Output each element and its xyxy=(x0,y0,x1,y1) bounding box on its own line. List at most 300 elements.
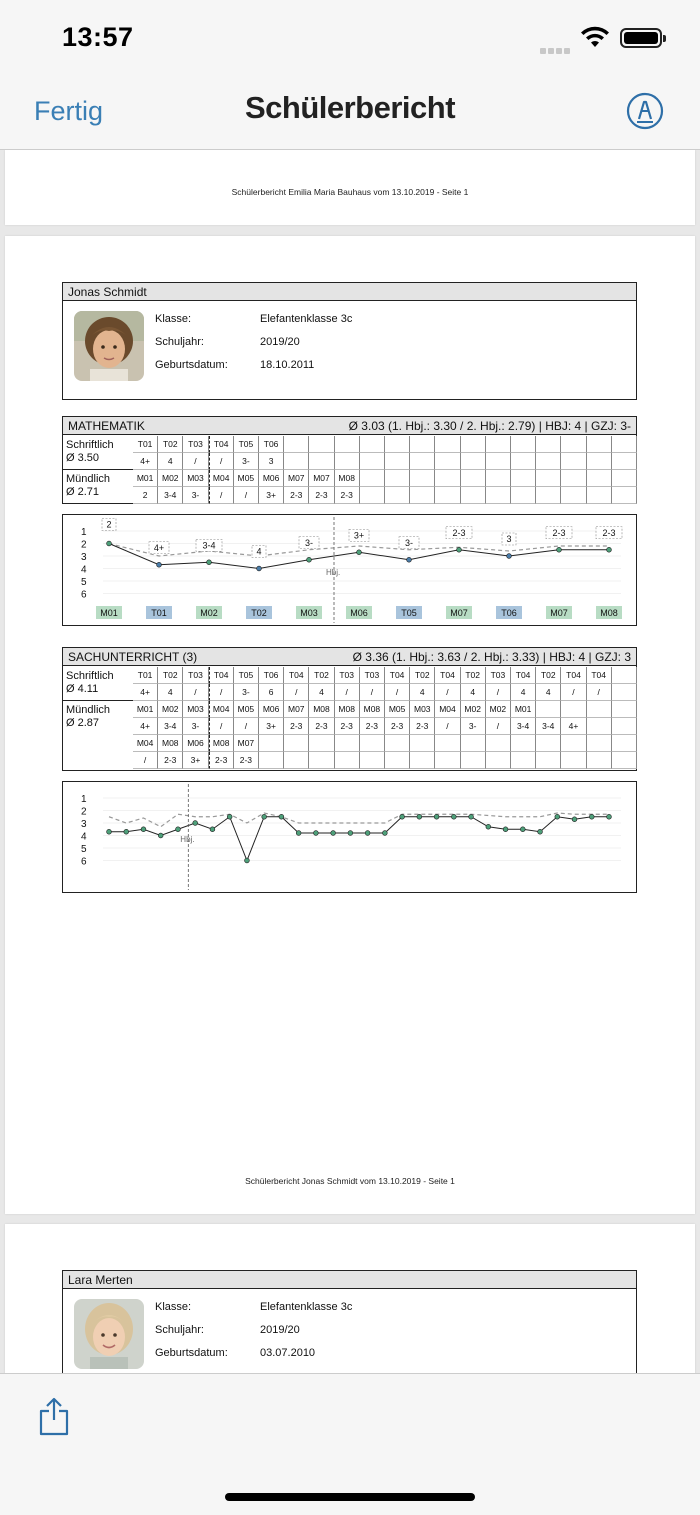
written-grade-cell: / xyxy=(587,684,612,701)
oral-head-cell: M05 xyxy=(234,470,259,487)
oral-grade-cell: / xyxy=(435,718,460,735)
written-grade-cell: / xyxy=(335,684,360,701)
data-point xyxy=(262,814,267,819)
oral-head-cell xyxy=(410,735,435,752)
category-label: M07 xyxy=(450,608,468,618)
oral-head-cell xyxy=(486,735,511,752)
data-point xyxy=(124,829,129,834)
data-point xyxy=(607,814,612,819)
written-head-cell: T02 xyxy=(309,667,334,684)
written-head-cell: T03 xyxy=(183,436,208,453)
written-grade-cell: / xyxy=(183,684,208,701)
written-grade-cell: 3 xyxy=(259,453,284,470)
written-grade-cell: / xyxy=(209,684,234,701)
math-chart xyxy=(62,514,637,626)
oral-head-cell: M02 xyxy=(158,470,183,487)
data-point xyxy=(520,827,525,832)
category-label: M01 xyxy=(100,608,118,618)
klasse-value: Elefantenklasse 3c xyxy=(260,313,353,325)
oral-head-cell: M02 xyxy=(158,701,183,718)
oral-head-cell: M04 xyxy=(209,701,234,718)
category-label: M02 xyxy=(200,608,218,618)
math-line-chart xyxy=(63,515,635,624)
oral-grade-cell xyxy=(511,487,536,504)
subject-title: SACHUNTERRICHT (3) xyxy=(68,650,198,664)
sach-grade-table xyxy=(62,647,637,771)
oral-grade-cell xyxy=(486,487,511,504)
written-head-cell xyxy=(360,436,385,453)
data-point xyxy=(555,814,560,819)
data-label: 3+ xyxy=(353,530,365,541)
oral-head-cell: M08 xyxy=(158,735,183,752)
data-label: 3- xyxy=(304,537,314,548)
oral-head-cell xyxy=(410,470,435,487)
oral-grade-cell: 3+ xyxy=(183,752,208,769)
oral-head-cell: M08 xyxy=(335,701,360,718)
data-label: 3-4 xyxy=(202,540,216,551)
written-head-cell xyxy=(561,436,586,453)
oral-grade-cell xyxy=(461,487,486,504)
oral-grade-cell: 2-3 xyxy=(284,718,309,735)
half-year-label: Hbj. xyxy=(326,568,341,577)
oral-grade-cell xyxy=(561,487,586,504)
oral-grade-cell xyxy=(435,487,460,504)
written-head-cell xyxy=(385,436,410,453)
written-label: Schriftlich Ø 3.50 xyxy=(66,439,114,464)
written-head-cell: T01 xyxy=(133,436,158,453)
geburt-value: 18.10.2011 xyxy=(260,359,315,371)
oral-grade-cell: 2 xyxy=(133,487,158,504)
written-head-cell: T04 xyxy=(209,667,234,684)
oral-grade-cell: 3-4 xyxy=(511,718,536,735)
written-head-cell: T02 xyxy=(461,667,486,684)
schuljahr-value: 2019/20 xyxy=(260,1324,300,1336)
data-label: 2-3 xyxy=(602,527,616,538)
written-grade-cell xyxy=(335,453,360,470)
oral-grade-cell xyxy=(309,752,334,769)
oral-head-cell xyxy=(385,735,410,752)
data-point xyxy=(157,562,162,567)
written-head-cell: T04 xyxy=(385,667,410,684)
data-label: 4+ xyxy=(153,542,165,553)
category-label: M07 xyxy=(550,608,568,618)
oral-label: Mündlich Ø 2.71 xyxy=(66,473,111,498)
oral-head-cell xyxy=(536,470,561,487)
oral-head-cell: M07 xyxy=(284,701,309,718)
oral-head-cell xyxy=(561,470,586,487)
y-tick-label: 5 xyxy=(81,577,87,588)
student-info xyxy=(155,313,455,382)
written-head-cell: T02 xyxy=(158,667,183,684)
category-label: T06 xyxy=(501,608,517,618)
written-grade-cell: 4 xyxy=(158,453,183,470)
written-grade-cell xyxy=(385,453,410,470)
oral-head-cell xyxy=(259,735,284,752)
written-grade-cell: 4+ xyxy=(133,453,158,470)
oral-grade-cell: 3- xyxy=(183,487,208,504)
data-point xyxy=(382,831,387,836)
written-grade-cell xyxy=(511,453,536,470)
written-head-cell: T05 xyxy=(234,667,259,684)
oral-head-cell: M02 xyxy=(486,701,511,718)
data-point xyxy=(296,831,301,836)
oral-head-cell xyxy=(511,470,536,487)
battery-icon xyxy=(620,28,662,48)
student-card xyxy=(62,1270,637,1373)
math-header xyxy=(63,417,636,435)
oral-grade-cell: 3-4 xyxy=(158,487,183,504)
oral-grade-cell: 2-3 xyxy=(158,752,183,769)
schuljahr-value: 2019/20 xyxy=(260,336,300,348)
category-label: M06 xyxy=(350,608,368,618)
oral-grade-cell xyxy=(536,752,561,769)
data-label: 3 xyxy=(506,534,512,544)
data-point xyxy=(107,541,112,546)
oral-head-cell: M07 xyxy=(284,470,309,487)
written-grade-cell xyxy=(360,453,385,470)
data-point xyxy=(245,858,250,863)
oral-grade-cell xyxy=(461,752,486,769)
data-point xyxy=(400,814,405,819)
written-head-cell xyxy=(612,436,637,453)
written-head-cell: T06 xyxy=(259,436,284,453)
written-grade-cell: / xyxy=(360,684,385,701)
oral-head-cell xyxy=(511,735,536,752)
written-head-cell xyxy=(335,436,360,453)
written-grade-cell: 4 xyxy=(410,684,435,701)
subject-title: MATHEMATIK xyxy=(68,419,145,433)
data-point xyxy=(257,566,262,571)
data-label: 2-3 xyxy=(452,527,466,538)
data-label: 2 xyxy=(106,519,112,530)
oral-head-cell: M05 xyxy=(385,701,410,718)
oral-head-cell: M04 xyxy=(133,735,158,752)
data-label: 3- xyxy=(404,537,414,548)
written-grade-cell xyxy=(461,453,486,470)
sach-line-chart xyxy=(63,782,635,891)
oral-grade-cell xyxy=(410,752,435,769)
oral-head-cell: M03 xyxy=(410,701,435,718)
average-line xyxy=(109,813,609,827)
oral-grade-cell xyxy=(259,752,284,769)
oral-head-cell: M05 xyxy=(234,701,259,718)
written-grade-cell: / xyxy=(435,684,460,701)
data-point xyxy=(348,831,353,836)
data-point xyxy=(193,821,198,826)
oral-grade-cell: 3- xyxy=(183,718,208,735)
oral-head-cell xyxy=(612,470,637,487)
oral-grade-cell xyxy=(486,752,511,769)
written-head-cell: T03 xyxy=(486,667,511,684)
written-head-cell xyxy=(486,436,511,453)
written-grade-cell xyxy=(309,453,334,470)
page-title: Schülerbericht xyxy=(244,90,456,125)
oral-grade-cell: / xyxy=(209,487,234,504)
data-point xyxy=(503,827,508,832)
written-grade-cell xyxy=(561,453,586,470)
written-grade-cell: 6 xyxy=(259,684,284,701)
data-label: 4 xyxy=(256,546,262,557)
oral-grade-cell: 2-3 xyxy=(234,752,259,769)
oral-grade-cell: 3-4 xyxy=(536,718,561,735)
oral-head-cell xyxy=(561,735,586,752)
y-tick-label: 1 xyxy=(81,527,87,538)
written-grade-cell: / xyxy=(561,684,586,701)
oral-grade-cell: 2-3 xyxy=(335,718,360,735)
done-button[interactable]: Fertig xyxy=(34,96,104,126)
oral-head-cell: M08 xyxy=(360,701,385,718)
oral-head-cell: M01 xyxy=(511,701,536,718)
document-viewer[interactable] xyxy=(0,150,700,1373)
oral-head-cell xyxy=(435,470,460,487)
oral-grade-cell xyxy=(385,487,410,504)
written-head-cell: T02 xyxy=(410,667,435,684)
data-point xyxy=(457,547,462,552)
written-head-cell xyxy=(435,436,460,453)
written-grade-cell xyxy=(536,453,561,470)
data-label: 2-3 xyxy=(552,527,566,538)
written-head-cell: T04 xyxy=(587,667,612,684)
data-point xyxy=(210,827,215,832)
written-grade-cell: / xyxy=(385,684,410,701)
data-point xyxy=(207,560,212,565)
oral-grade-cell: / xyxy=(234,487,259,504)
oral-head-cell: M07 xyxy=(234,735,259,752)
geburt-label: Geburtsdatum: xyxy=(155,359,228,371)
written-head-cell: T04 xyxy=(561,667,586,684)
markup-pen-icon[interactable] xyxy=(626,92,664,130)
category-label: T05 xyxy=(401,608,417,618)
report-page xyxy=(5,236,695,1214)
written-grade-cell: 4 xyxy=(536,684,561,701)
oral-head-cell xyxy=(435,735,460,752)
oral-grade-cell: 2-3 xyxy=(309,487,334,504)
klasse-label: Klasse: xyxy=(155,1301,192,1313)
student-photo xyxy=(74,1299,144,1369)
y-tick-label: 3 xyxy=(81,819,87,830)
written-head-cell: T05 xyxy=(234,436,259,453)
oral-head-cell: M01 xyxy=(133,701,158,718)
oral-grade-cell: 3+ xyxy=(259,487,284,504)
oral-grade-cell: 3-4 xyxy=(158,718,183,735)
oral-grade-cell: 4+ xyxy=(133,718,158,735)
oral-head-cell: M06 xyxy=(183,735,208,752)
klasse-label: Klasse: xyxy=(155,313,192,325)
status-bar xyxy=(0,0,700,72)
geburt-value: 03.07.2010 xyxy=(260,1347,316,1359)
oral-head-cell xyxy=(284,735,309,752)
oral-grade-cell xyxy=(536,487,561,504)
written-grade-cell xyxy=(284,453,309,470)
oral-grade-cell: 2-3 xyxy=(309,718,334,735)
written-grade-cell: / xyxy=(486,684,511,701)
oral-head-cell xyxy=(360,470,385,487)
oral-grade-cell xyxy=(511,752,536,769)
oral-head-cell xyxy=(561,701,586,718)
oral-head-cell xyxy=(612,701,637,718)
oral-grade-cell: / xyxy=(133,752,158,769)
data-point xyxy=(307,557,312,562)
data-point xyxy=(417,814,422,819)
oral-head-cell: M06 xyxy=(259,701,284,718)
oral-head-cell: M08 xyxy=(335,470,360,487)
share-icon[interactable] xyxy=(38,1396,70,1436)
oral-head-cell xyxy=(587,701,612,718)
data-point xyxy=(538,829,543,834)
sach-header xyxy=(63,648,636,666)
oral-grade-cell: / xyxy=(234,718,259,735)
oral-grade-cell: 4+ xyxy=(561,718,586,735)
page-footer: Schülerbericht Jonas Schmidt vom 13.10.2019 - Seite 1 xyxy=(245,1176,455,1186)
written-grade-cell xyxy=(612,684,637,701)
oral-grade-cell xyxy=(435,752,460,769)
subject-summary: Ø 3.36 (1. Hbj.: 3.63 / 2. Hbj.: 3.33) | HBJ: 4 | GZJ: 3 xyxy=(352,650,631,664)
written-grade-cell: / xyxy=(183,453,208,470)
oral-grade-cell: 2-3 xyxy=(335,487,360,504)
written-head-cell xyxy=(410,436,435,453)
written-grade-cell xyxy=(435,453,460,470)
written-head-cell xyxy=(587,436,612,453)
data-point xyxy=(557,547,562,552)
written-head-cell: T04 xyxy=(435,667,460,684)
data-point xyxy=(176,827,181,832)
oral-grade-cell: 3- xyxy=(461,718,486,735)
oral-head-cell xyxy=(309,735,334,752)
student-info xyxy=(155,1301,455,1370)
written-grade-cell xyxy=(612,453,637,470)
written-grade-cell: 4 xyxy=(461,684,486,701)
data-point xyxy=(607,547,612,552)
y-tick-label: 5 xyxy=(81,844,87,855)
oral-grade-cell: / xyxy=(209,718,234,735)
written-head-cell: T06 xyxy=(259,667,284,684)
written-head-cell: T04 xyxy=(284,667,309,684)
student-name: Lara Merten xyxy=(63,1271,636,1289)
data-point xyxy=(158,833,163,838)
student-card xyxy=(62,282,637,400)
oral-grade-cell: 3+ xyxy=(259,718,284,735)
oral-head-cell xyxy=(385,470,410,487)
y-tick-label: 2 xyxy=(81,539,87,551)
written-grade-cell: 4 xyxy=(158,684,183,701)
y-tick-label: 1 xyxy=(81,794,87,805)
written-head-cell: T04 xyxy=(511,667,536,684)
oral-grade-cell xyxy=(587,487,612,504)
navigation-bar xyxy=(0,72,700,150)
category-label: T01 xyxy=(151,608,167,618)
oral-grade-cell xyxy=(410,487,435,504)
written-grade-cell: 4+ xyxy=(133,684,158,701)
y-tick-label: 6 xyxy=(81,856,87,868)
data-point xyxy=(451,814,456,819)
oral-head-cell: M03 xyxy=(183,470,208,487)
oral-grade-cell: / xyxy=(486,718,511,735)
oral-grade-cell xyxy=(335,752,360,769)
oral-label: Mündlich Ø 2.87 xyxy=(66,704,111,729)
oral-grade-cell xyxy=(284,752,309,769)
written-grade-cell xyxy=(587,453,612,470)
written-head-cell: T03 xyxy=(335,667,360,684)
home-indicator xyxy=(225,1493,475,1501)
oral-head-cell xyxy=(486,470,511,487)
written-grade-cell: / xyxy=(284,684,309,701)
next-page xyxy=(5,1224,695,1373)
oral-head-cell: M03 xyxy=(183,701,208,718)
geburt-label: Geburtsdatum: xyxy=(155,1347,228,1359)
written-head-cell xyxy=(536,436,561,453)
oral-grade-cell: 2-3 xyxy=(410,718,435,735)
oral-grade-cell xyxy=(385,752,410,769)
oral-grade-cell xyxy=(612,718,637,735)
oral-head-cell: M08 xyxy=(309,701,334,718)
subject-summary: Ø 3.03 (1. Hbj.: 3.30 / 2. Hbj.: 2.79) | HBJ: 4 | GZJ: 3- xyxy=(348,419,631,433)
written-grade-cell: / xyxy=(209,453,234,470)
data-point xyxy=(407,557,412,562)
wifi-icon xyxy=(580,25,610,49)
schuljahr-label: Schuljahr: xyxy=(155,1324,204,1336)
data-point xyxy=(486,824,491,829)
oral-grade-cell xyxy=(561,752,586,769)
klasse-value: Elefantenklasse 3c xyxy=(260,1301,353,1313)
data-point xyxy=(107,829,112,834)
y-tick-label: 4 xyxy=(81,564,87,576)
sach-chart xyxy=(62,781,637,893)
oral-head-cell: M07 xyxy=(309,470,334,487)
category-label: T02 xyxy=(251,608,267,618)
data-point xyxy=(469,814,474,819)
schuljahr-label: Schuljahr: xyxy=(155,336,204,348)
oral-head-cell xyxy=(536,735,561,752)
written-head-cell: T01 xyxy=(133,667,158,684)
half-year-label: Hbj. xyxy=(180,835,195,844)
page-footer: Schülerbericht Emilia Maria Bauhaus vom 13.10.2019 - Seite 1 xyxy=(231,187,469,197)
written-head-cell: T02 xyxy=(158,436,183,453)
written-grade-cell xyxy=(410,453,435,470)
written-grade-cell xyxy=(486,453,511,470)
data-point xyxy=(357,550,362,555)
student-photo xyxy=(74,311,144,381)
written-head-cell: T03 xyxy=(360,667,385,684)
written-grade-cell: 4 xyxy=(511,684,536,701)
oral-head-cell xyxy=(612,735,637,752)
data-point xyxy=(331,831,336,836)
oral-head-cell: M06 xyxy=(259,470,284,487)
oral-grade-cell xyxy=(360,752,385,769)
category-label: M03 xyxy=(300,608,318,618)
data-point xyxy=(589,814,594,819)
oral-head-cell: M02 xyxy=(461,701,486,718)
written-head-cell: T04 xyxy=(209,436,234,453)
oral-grade-cell: 2-3 xyxy=(360,718,385,735)
data-point xyxy=(279,814,284,819)
oral-head-cell xyxy=(587,735,612,752)
student-name: Jonas Schmidt xyxy=(63,283,636,301)
oral-grade-cell xyxy=(587,718,612,735)
oral-grade-cell: 2-3 xyxy=(209,752,234,769)
data-point xyxy=(572,817,577,822)
math-grade-table xyxy=(62,416,637,504)
oral-grade-cell xyxy=(612,487,637,504)
oral-head-cell: M08 xyxy=(209,735,234,752)
oral-head-cell xyxy=(461,470,486,487)
written-grade-cell: 4 xyxy=(309,684,334,701)
data-point xyxy=(141,827,146,832)
oral-head-cell xyxy=(360,735,385,752)
oral-head-cell: M01 xyxy=(133,470,158,487)
written-head-cell: T02 xyxy=(536,667,561,684)
written-head-cell xyxy=(461,436,486,453)
written-head-cell xyxy=(612,667,637,684)
